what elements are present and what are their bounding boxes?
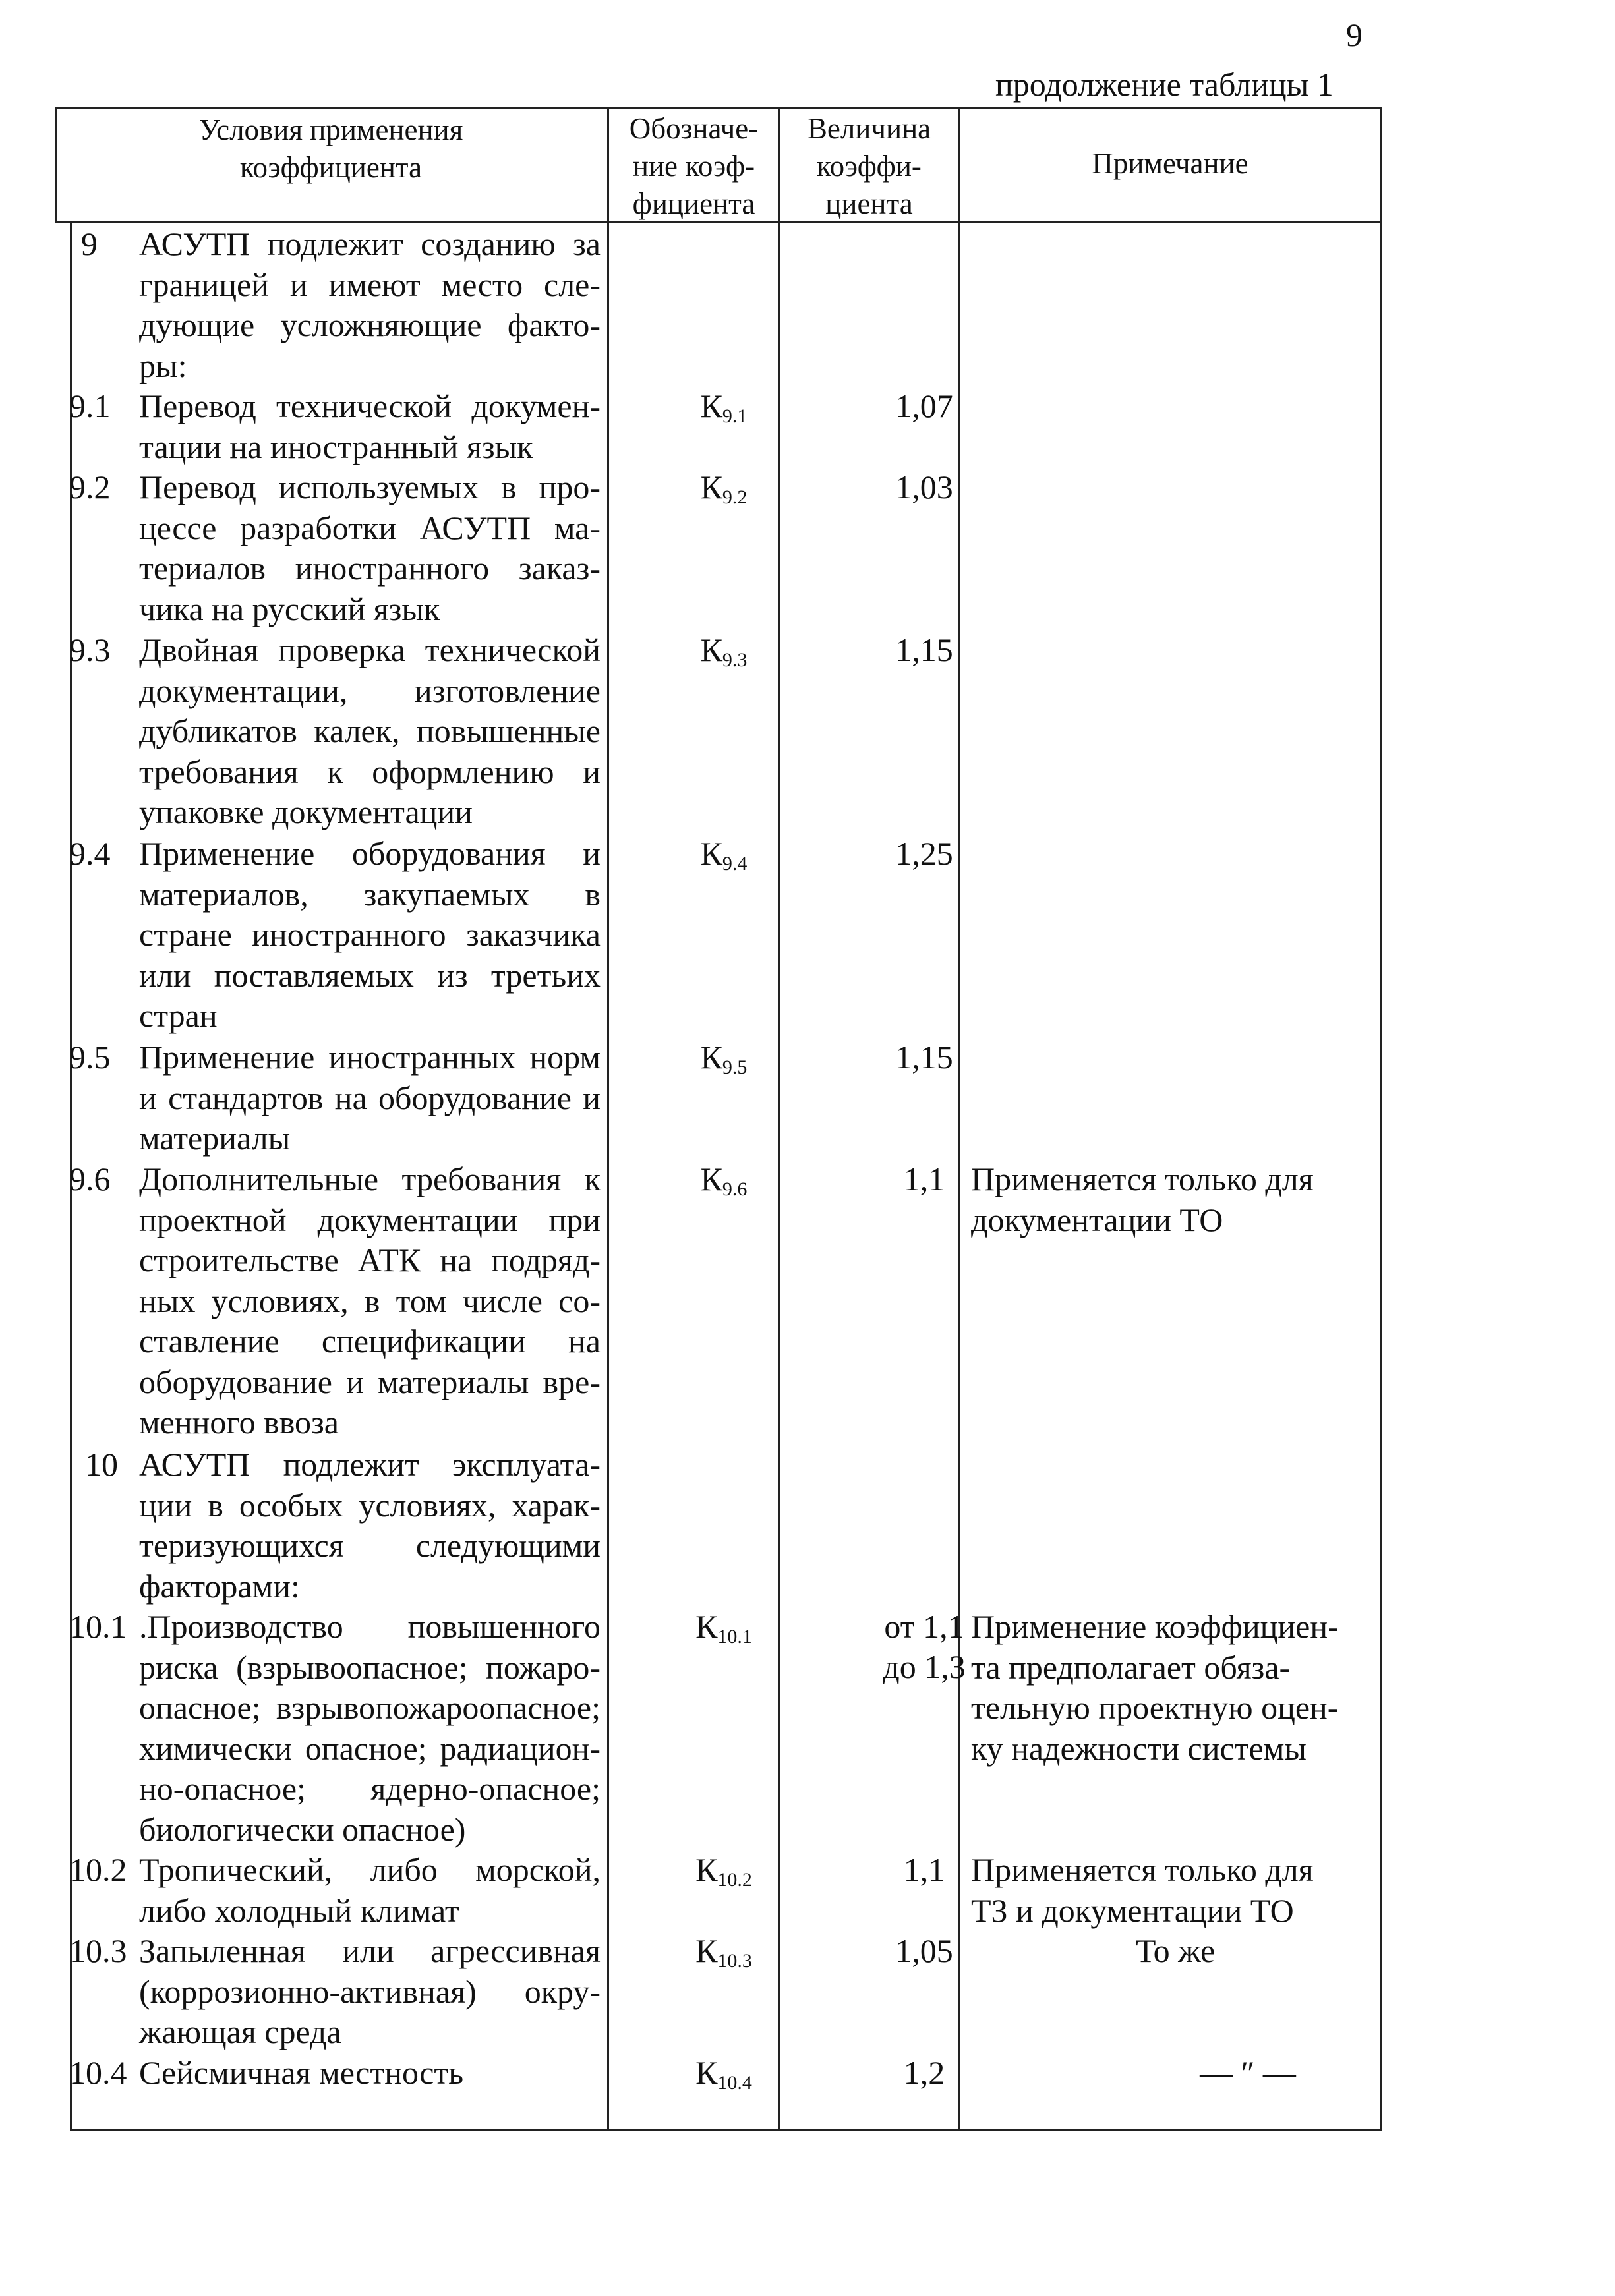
table-continuation-caption: продолжение таблицы 1 [995, 66, 1334, 103]
header-value: Величина коэффи- циента [807, 112, 931, 220]
row-number: 10 [85, 1446, 118, 1483]
row-condition-text: Перевод используемых в про- цессе разработки АСУТП ма- териалов иностранного заказ- чика на русский язык [139, 469, 601, 627]
row-condition-text: АСУТП подлежит созданию за границей и имеют место сле- дующие усложняющие факто- ры: [139, 225, 601, 384]
row-coefficient-symbol: $К_{9.1}$ [700, 387, 748, 427]
row-note: Применяется только для документации ТО [971, 1161, 1314, 1238]
row-number: 9.4 [69, 835, 111, 872]
row-note: Применение коэффициен- та предполагает обяза- тельную проектную оцен- ку надежности системы [971, 1608, 1339, 1767]
row-condition-text: Сейсмичная местность [139, 2054, 464, 2091]
row-number: 9.3 [69, 631, 111, 668]
row-coefficient-value: 1,15 [895, 1039, 953, 1076]
row-note: То же [1135, 1932, 1216, 1969]
row-number: 10.1 [69, 1608, 127, 1645]
row-note: — ″ — [1200, 2054, 1296, 2091]
row-note: Применяется только для ТЗ и документации ТО [971, 1851, 1314, 1929]
row-condition-text: Запыленная или агрессивная (коррозионно-активная) окру- жающая среда [139, 1932, 601, 2050]
row-coefficient-symbol: $К_{9.2}$ [700, 469, 748, 508]
row-coefficient-symbol: $К_{10.3}$ [695, 1932, 752, 1972]
header-note: Примечание [1092, 147, 1248, 180]
table-bottom-border [70, 2129, 1382, 2131]
row-coefficient-value: 1,1 [903, 1161, 945, 1197]
row-condition-text: Тропический, либо морской, либо холодный климат [139, 1851, 601, 1929]
row-coefficient-symbol: $К_{9.6}$ [700, 1161, 748, 1200]
row-coefficient-value: 1,25 [895, 835, 953, 872]
row-number: 9.6 [69, 1161, 111, 1197]
row-condition-text: Применение иностранных норм и стандартов на оборудование и материалы [139, 1039, 601, 1157]
row-coefficient-symbol: $К_{10.1}$ [695, 1608, 752, 1648]
header-designation: Обозначе- ние коэф- фициента [629, 112, 759, 220]
row-coefficient-value: от 1,1 до 1,3 [883, 1608, 966, 1685]
row-coefficient-value: 1,2 [903, 2054, 945, 2091]
row-number: 9.2 [69, 469, 111, 505]
row-coefficient-symbol: $К_{10.4}$ [695, 2054, 752, 2094]
row-number: 9.1 [69, 387, 111, 424]
row-number: 10.3 [69, 1932, 127, 1969]
row-number: 9.5 [69, 1039, 111, 1076]
row-coefficient-value: 1,1 [903, 1851, 945, 1888]
row-condition-text: .Производство повышенного риска (взрывоопасное; пожаро- опасное; взрывопожароопасное; химически опасное; радиацион- но-опасное; ядерно-опасное; биологически опасное) [139, 1608, 601, 1848]
row-coefficient-value: 1,03 [895, 469, 953, 505]
header-conditions: Условия применения коэффициента [198, 113, 463, 184]
coefficient-table [55, 107, 1382, 2131]
row-coefficient-symbol: $К_{9.5}$ [700, 1039, 748, 1078]
column-divider-conditions [607, 107, 609, 2131]
row-number: 9 [81, 225, 98, 262]
row-condition-text: АСУТП подлежит эксплуата- ции в особых условиях, харак- теризующихся следующими факторами: [139, 1446, 601, 1605]
row-coefficient-symbol: $К_{9.3}$ [700, 631, 748, 671]
row-coefficient-symbol: $К_{9.4}$ [700, 835, 748, 875]
row-condition-text: Применение оборудования и материалов, закупаемых в стране иностранного заказчика или поставляемых из третьих стран [139, 835, 601, 1034]
row-condition-text: Перевод технической докумен- тации на иностранный язык [139, 387, 601, 465]
row-number: 10.2 [69, 1851, 127, 1888]
row-coefficient-value: 1,07 [895, 387, 953, 424]
row-coefficient-value: 1,05 [895, 1932, 953, 1969]
row-number: 10.4 [69, 2054, 127, 2091]
page-number: 9 [1346, 16, 1363, 53]
row-coefficient-symbol: $К_{10.2}$ [695, 1851, 752, 1891]
table-right-border [1380, 223, 1382, 2131]
row-condition-text: Двойная проверка технической документации, изготовление дубликатов калек, повышенные требования к оформлению и упаковке документации [139, 631, 601, 830]
row-condition-text: Дополнительные требования к проектной документации при строительстве АТК на подряд- ных условиях, в том числе со- ставление спецификации на оборудование и материалы вре- менного ввоза [139, 1161, 601, 1441]
row-coefficient-value: 1,15 [895, 631, 953, 668]
